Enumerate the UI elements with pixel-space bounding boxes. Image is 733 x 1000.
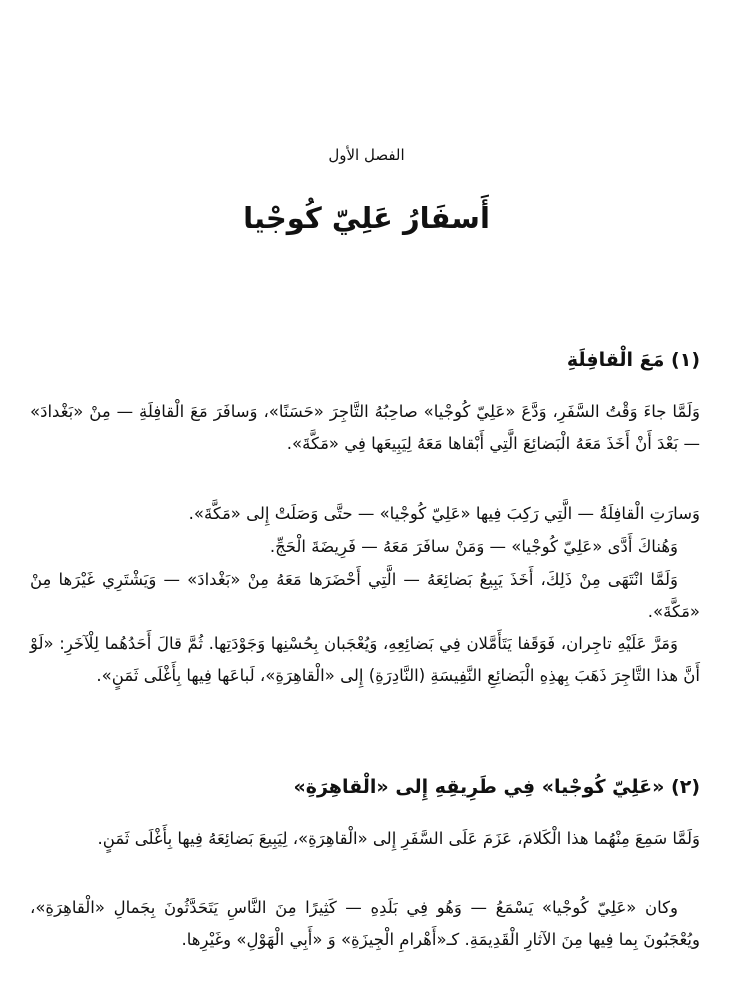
chapter-title: أَسفَارُ عَلِيّ كُوجْيا xyxy=(243,201,490,235)
paragraph: وَهُناكَ أَدَّى «عَلِيّ كُوجْيا» — وَمَنْ سافَرَ مَعَهُ — فَرِيضَةَ الْحَجِّ. xyxy=(269,537,678,556)
paragraph: وكان «عَلِيّ كُوجْيا» يَسْمَعُ — وَهُو فِي بَلَدِهِ — كَثِيرًا مِنَ النَّاسِ يَتَحَدَّثُونَ بِجَمالِ «الْقاهِرَةِ»، ويُعْجَبُونَ بِما فِيها مِنَ الآثارِ الْقَدِيمَةِ. كـ«أَهْرامِ الْجِيزَةِ» وَ «أَبِي الْهَوْلِ» وغَيْرِها. xyxy=(30,898,700,949)
paragraph: وَلَمَّا انْتَهَى مِنْ ذَلِكَ، أَخَذَ يَبِيعُ بَضائِعَهُ — الَّتِي أَحْضَرَها مَعَهُ مِنْ «بَغْدادَ» — وَيَشْتَرِي غَيْرَها مِنْ «مَكَّةَ». xyxy=(30,570,700,621)
paragraph: وَمَرَّ عَلَيْهِ تاجِران، فَوَقَفا يَتَأَمَّلان فِي بَضائِعِهِ، وَيُعْجَبان بِحُسْنِها وَجَوْدَتِها. ثُمَّ قالَ أَحَدُهُما لِلْآخَرِ: «لَوْ أَنَّ هذا التَّاجِرَ ذَهَبَ بِهذِهِ الْبَضائِعِ النَّفِيسَةِ (النَّادِرَةِ) إِلى «الْقاهِرَةِ»، لَباعَها فِيها بِأَغْلَى ثَمَنٍ». xyxy=(30,634,700,685)
section-heading: (١) مَعَ الْقافِلَةِ xyxy=(566,349,700,371)
paragraph: وَلَمَّا جاءَ وَقْتُ السَّفَرِ، وَدَّعَ «عَلِيّ كُوجْيا» صاحِبُهُ التَّاجِرَ «حَسَنًا»، وَسافَرَ مَعَ الْقافِلَةِ — مِنْ «بَغْدادَ» — بَعْدَ أَنْ أَخَذَ مَعَهُ الْبَضائِعَ الَّتِي أَبْقاها مَعَهُ لِيَبِيعَها فِي «مَكَّةَ». xyxy=(30,402,700,453)
paragraph: وَسارَتِ الْقافِلَةُ — الَّتِي رَكِبَ فِيها «عَلِيّ كُوجْيا» — حتَّى وَصَلَتْ إِلى «مَكَّةَ». xyxy=(188,504,700,523)
section-heading: (٢) «عَلِيّ كُوجْيا» فِي طَرِيقِهِ إِلى «الْقاهِرَةِ» xyxy=(293,776,700,798)
chapter-label: الفصل الأول xyxy=(328,146,405,164)
paragraph: وَلَمَّا سَمِعَ مِنْهُما هذا الْكَلامَ، عَزَمَ عَلَى السَّفَرِ إِلى «الْقاهِرَةِ»، لِيَبِيعَ بَضائِعَهُ فِيها بِأَغْلَى ثَمَنٍ. xyxy=(97,829,700,848)
